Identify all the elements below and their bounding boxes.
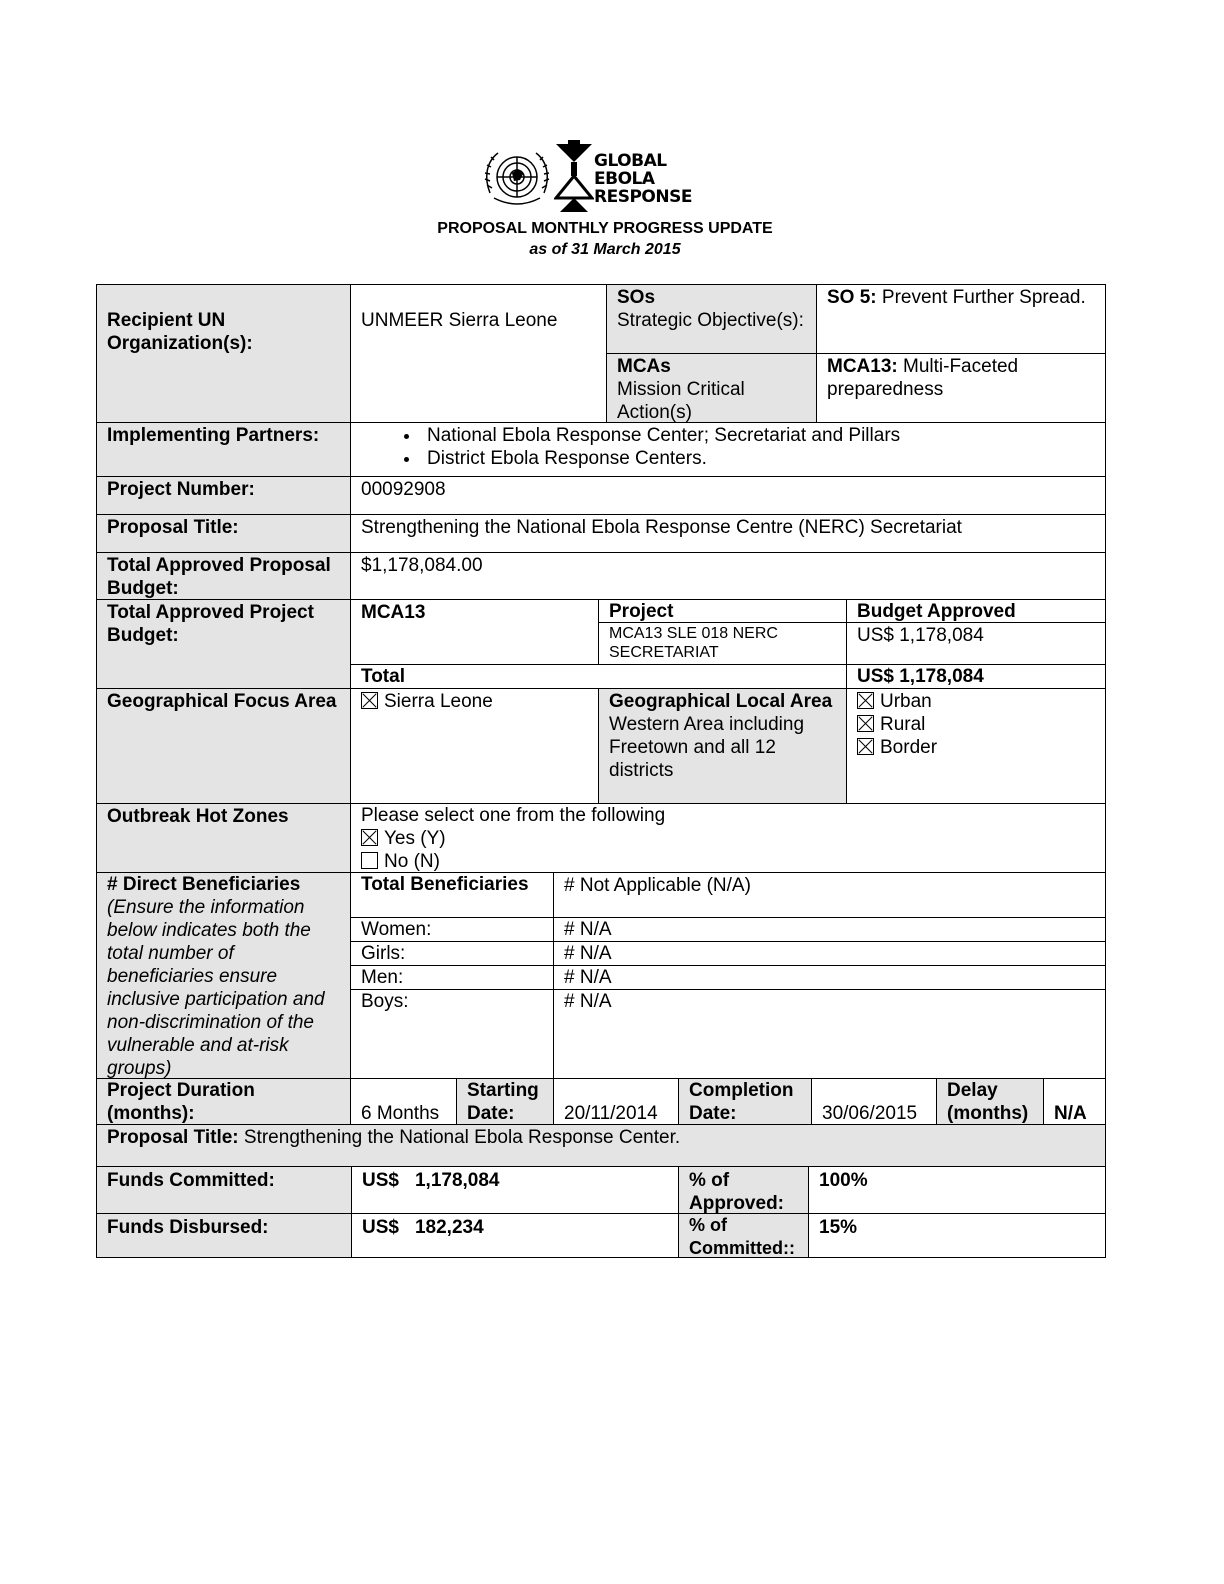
project-budget-project-name: MCA13 SLE 018 NERC SECRETARIAT — [598, 622, 847, 665]
geo-option-rural — [857, 713, 1095, 736]
so-code: SO 5: — [827, 287, 877, 308]
delay-value: N/A — [1043, 1078, 1106, 1125]
partners-value — [350, 422, 1106, 477]
checkbox-checked[interactable] — [857, 715, 874, 732]
project-number-label: Project Number: — [96, 476, 351, 515]
list-item: • National Ebola Response Center; Secretariat and Pillars — [421, 424, 1095, 447]
project-budget-approved-header: Budget Approved — [846, 599, 1106, 623]
mcas-cell — [606, 353, 817, 423]
un-emblem-icon — [482, 148, 552, 210]
geo-label: Geographical Focus Area — [96, 688, 351, 804]
list-item: • District Ebola Response Centers. — [421, 447, 1095, 470]
project-number-value: 00092908 — [350, 476, 1106, 515]
checkbox-checked[interactable] — [857, 692, 874, 709]
hot-zones-prompt: Please select one from the following — [361, 805, 666, 826]
mca-code: MCA13: — [827, 356, 898, 377]
checkbox-checked[interactable] — [857, 738, 874, 755]
geo-option-urban — [857, 690, 1095, 713]
beneficiaries-boys-value: # N/A — [553, 989, 1106, 1079]
geo-local-label: Geographical Local Area — [609, 691, 833, 712]
geo-option-border — [857, 736, 1095, 759]
mca-value — [816, 353, 1106, 423]
funds-disbursed-currency: US$ — [362, 1217, 399, 1238]
hot-zones-label: Outbreak Hot Zones — [96, 803, 351, 873]
funds-disbursed-pct-label-cell — [678, 1213, 809, 1258]
beneficiaries-note: (Ensure the information below indicates both the total number of beneficiaries ensure inclusive participation and non-discrimination of the vulnerable and at-risk groups) — [107, 897, 325, 1079]
proposal-title-value: Strengthening the National Ebola Response Centre (NERC) Secretariat — [350, 514, 1106, 553]
start-date-value: 20/11/2014 — [553, 1078, 679, 1125]
geo-country-cell — [350, 688, 599, 804]
funds-committed-currency: US$ — [362, 1170, 399, 1191]
sos-desc: Strategic Objective(s): — [617, 310, 804, 331]
start-date-label: Starting Date: — [456, 1078, 554, 1125]
project-budget-label: Total Approved Project Budget: — [96, 599, 351, 689]
duration-value: 6 Months — [350, 1078, 457, 1125]
global-ebola-response-logo — [482, 140, 692, 214]
checkbox-unchecked[interactable] — [361, 852, 378, 869]
funds-committed-pct-value: 100% — [808, 1166, 1106, 1214]
partners-label: Implementing Partners: — [96, 422, 351, 477]
hot-zones-yes — [361, 827, 1095, 850]
proposal-title-row-value: Strengthening the National Ebola Response Center. — [238, 1127, 681, 1148]
partners-list — [361, 424, 1095, 470]
option-label: Yes (Y) — [384, 828, 446, 849]
hot-zones-cell — [350, 803, 1106, 873]
recipient-value: UNMEER Sierra Leone — [350, 284, 607, 423]
beneficiaries-men-label: Men: — [350, 965, 554, 990]
document-title: PROPOSAL MONTHLY PROGRESS UPDATE — [437, 220, 773, 237]
proposal-title-row — [96, 1124, 1106, 1167]
mcas-desc: Mission Critical Action(s) — [617, 379, 745, 423]
project-budget-total-amount: US$ 1,178,084 — [846, 664, 1106, 689]
proposal-title-label: Proposal Title: — [96, 514, 351, 553]
option-label: Rural — [880, 714, 926, 735]
beneficiaries-women-value: # N/A — [553, 917, 1106, 942]
beneficiaries-women-label: Women: — [350, 917, 554, 942]
mca-text: Multi-Faceted preparedness — [827, 356, 1019, 400]
beneficiaries-girls-label: Girls: — [350, 941, 554, 966]
beneficiaries-label: # Direct Beneficiaries — [107, 874, 301, 895]
geo-country: Sierra Leone — [384, 691, 493, 712]
beneficiaries-label-cell — [96, 872, 351, 1079]
beneficiaries-girls-value: # N/A — [553, 941, 1106, 966]
beneficiaries-men-value: # N/A — [553, 965, 1106, 990]
beneficiaries-total-value: # Not Applicable (N/A) — [553, 872, 1106, 918]
recipient-label: Recipient UN Organization(s): — [96, 284, 351, 423]
funds-disbursed-pct-value: 15% — [808, 1213, 1106, 1258]
sos-cell — [606, 284, 817, 354]
funds-disbursed-amount — [351, 1213, 679, 1258]
geo-options-cell — [846, 688, 1106, 804]
delay-label: Delay (months) — [936, 1078, 1044, 1125]
sos-title: SOs — [617, 287, 656, 308]
proposal-title-row-label: Proposal Title: — [107, 1127, 239, 1148]
document-subtitle: as of 31 March 2015 — [529, 241, 681, 258]
project-budget-total-label: Total — [350, 664, 847, 689]
logo-wordmark: GLOBAL EBOLA RESPONSE — [594, 151, 692, 207]
hot-zones-no — [361, 850, 1095, 873]
option-label: No (N) — [384, 851, 440, 872]
ebola-response-mark-icon — [554, 140, 594, 214]
project-budget-project-header: Project — [598, 599, 847, 623]
project-budget-amount: US$ 1,178,084 — [846, 622, 1106, 665]
completion-date-label: Completion Date: — [678, 1078, 812, 1125]
so-value — [816, 284, 1106, 354]
funds-disbursed-value: 182,234 — [414, 1217, 484, 1238]
option-label: Urban — [880, 691, 932, 712]
total-proposal-budget-value: $1,178,084.00 — [350, 552, 1106, 600]
mcas-title: MCAs — [617, 356, 671, 377]
project-budget-mca: MCA13 — [350, 599, 599, 665]
geo-local-cell — [598, 688, 847, 804]
funds-committed-amount — [351, 1166, 679, 1214]
total-proposal-budget-label: Total Approved Proposal Budget: — [96, 552, 351, 600]
completion-date-value: 30/06/2015 — [811, 1078, 937, 1125]
beneficiaries-total-label: Total Beneficiaries — [350, 872, 554, 918]
funds-committed-label: Funds Committed: — [96, 1166, 352, 1214]
funds-committed-pct-label: % of Approved: — [678, 1166, 809, 1214]
beneficiaries-boys-label: Boys: — [350, 989, 554, 1079]
funds-committed-value: 1,178,084 — [414, 1170, 500, 1191]
funds-disbursed-pct-label: % of Committed:: — [689, 1215, 795, 1258]
so-text: Prevent Further Spread. — [876, 287, 1086, 308]
duration-label: Project Duration (months): — [96, 1078, 351, 1125]
checkbox-checked[interactable] — [361, 829, 378, 846]
geo-local-value: Western Area including Freetown and all 12 districts — [609, 714, 805, 781]
checkbox-checked[interactable] — [361, 692, 378, 709]
option-label: Border — [880, 737, 938, 758]
funds-disbursed-label: Funds Disbursed: — [96, 1213, 352, 1258]
